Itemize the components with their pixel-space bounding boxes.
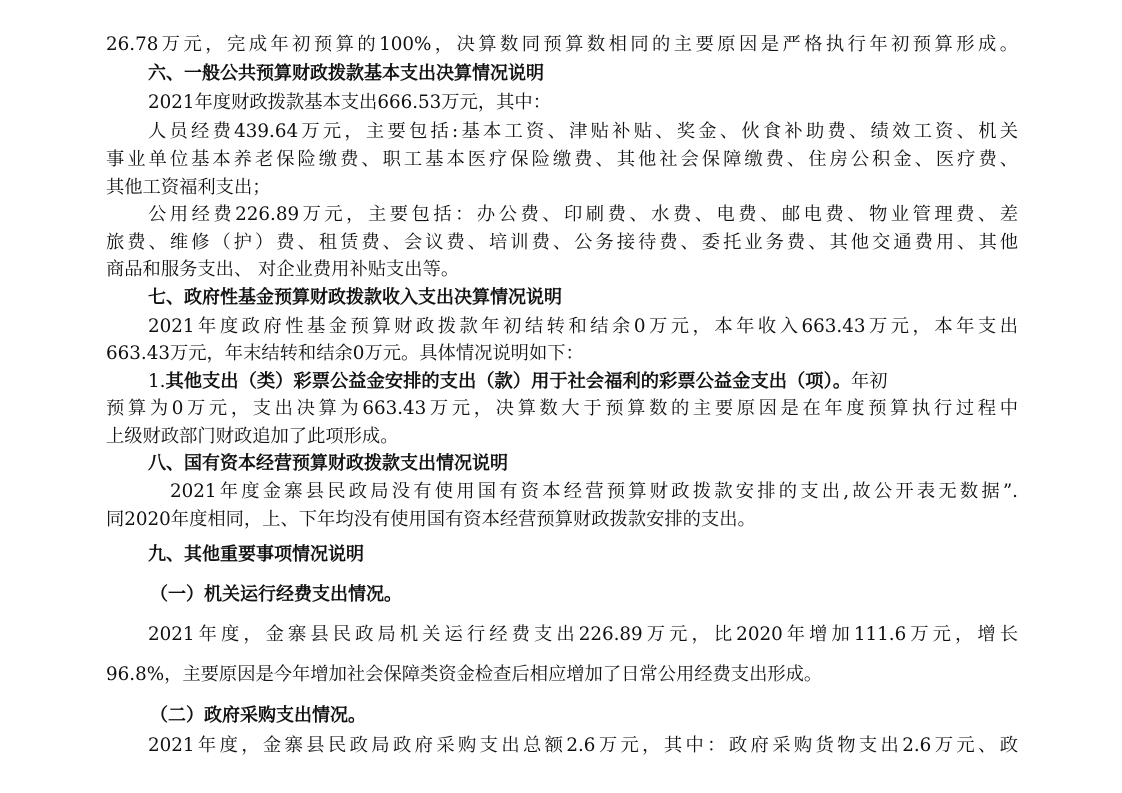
paragraph-line: 预算为0万元，支出决算为663.43万元，决算数大于预算数的主要原因是在年度预算执行过程中	[106, 398, 1018, 419]
paragraph-line: 公用经费226.89万元，主要包括：办公费、印刷费、水费、电费、邮电费、物业管理费、差	[148, 204, 1018, 225]
section-heading-9: 九、其他重要事项情况说明	[148, 544, 364, 565]
paragraph-line: 2021年度，金寨县民政局政府采购支出总额2.6万元，其中：政府采购货物支出2.6万元、政	[148, 735, 1018, 756]
paragraph-line: 人员经费439.64万元，主要包括:基本工资、津贴补贴、奖金、伙食补助费、绩效工资、机关	[148, 121, 1018, 142]
paragraph-line: 上级财政部门财政追加了此项形成。	[106, 426, 399, 447]
subsection-heading-2: （二）政府采购支出情况。	[150, 705, 366, 726]
subsection-heading-1: （一）机关运行经费支出情况。	[150, 584, 402, 605]
paragraph-line: 96.8%，主要原因是今年增加社会保障类资金检查后相应增加了日常公用经费支出形成。	[106, 664, 823, 685]
paragraph-line: 2021年度政府性基金预算财政拨款年初结转和结余0万元，本年收入663.43万元，本年支出	[148, 316, 1018, 337]
paragraph-line: 事业单位基本养老保险缴费、职工基本医疗保险缴费、其他社会保障缴费、住房公积金、医疗费、	[106, 149, 1018, 170]
item-number: 1.	[148, 371, 166, 392]
paragraph-line: 同2020年度相同，上、下年均没有使用国有资本经营预算财政拨款安排的支出。	[106, 509, 756, 530]
paragraph-line: 旅费、维修（护）费、租赁费、会议费、培训费、公务接待费、委托业务费、其他交通费用、其他	[106, 232, 1018, 253]
paragraph-line: 商品和服务支出、 对企业费用补贴支出等。	[106, 259, 460, 280]
section-heading-8: 八、国有资本经营预算财政拨款支出情况说明	[148, 453, 508, 474]
item-text: 年初	[851, 371, 888, 392]
section-heading-6: 六、一般公共预算财政拨款基本支出决算情况说明	[148, 63, 544, 84]
paragraph-line: 其他工资福利支出；	[106, 177, 271, 198]
paragraph-line: 663.43万元，年末结转和结余0万元。具体情况说明如下：	[106, 343, 584, 364]
section-heading-7: 七、政府性基金预算财政拨款收入支出决算情况说明	[148, 287, 562, 308]
bold-item-title: 其他支出（类）彩票公益金安排的支出（款）用于社会福利的彩票公益金支出（项）。	[165, 371, 851, 392]
paragraph-line: 2021年度金寨县民政局没有使用国有资本经营预算财政拨款安排的支出,故公开表无数据”.	[170, 481, 1018, 502]
paragraph-line: 26.78万元，完成年初预算的100%，决算数同预算数相同的主要原因是严格执行年初预算形成。	[106, 34, 1018, 55]
paragraph-line-mixed	[148, 370, 1018, 394]
paragraph-line: 2021年度，金寨县民政局机关运行经费支出226.89万元，比2020年增加111.6万元，增长	[148, 624, 1018, 645]
paragraph-line: 2021年度财政拨款基本支出666.53万元，其中：	[148, 92, 551, 113]
